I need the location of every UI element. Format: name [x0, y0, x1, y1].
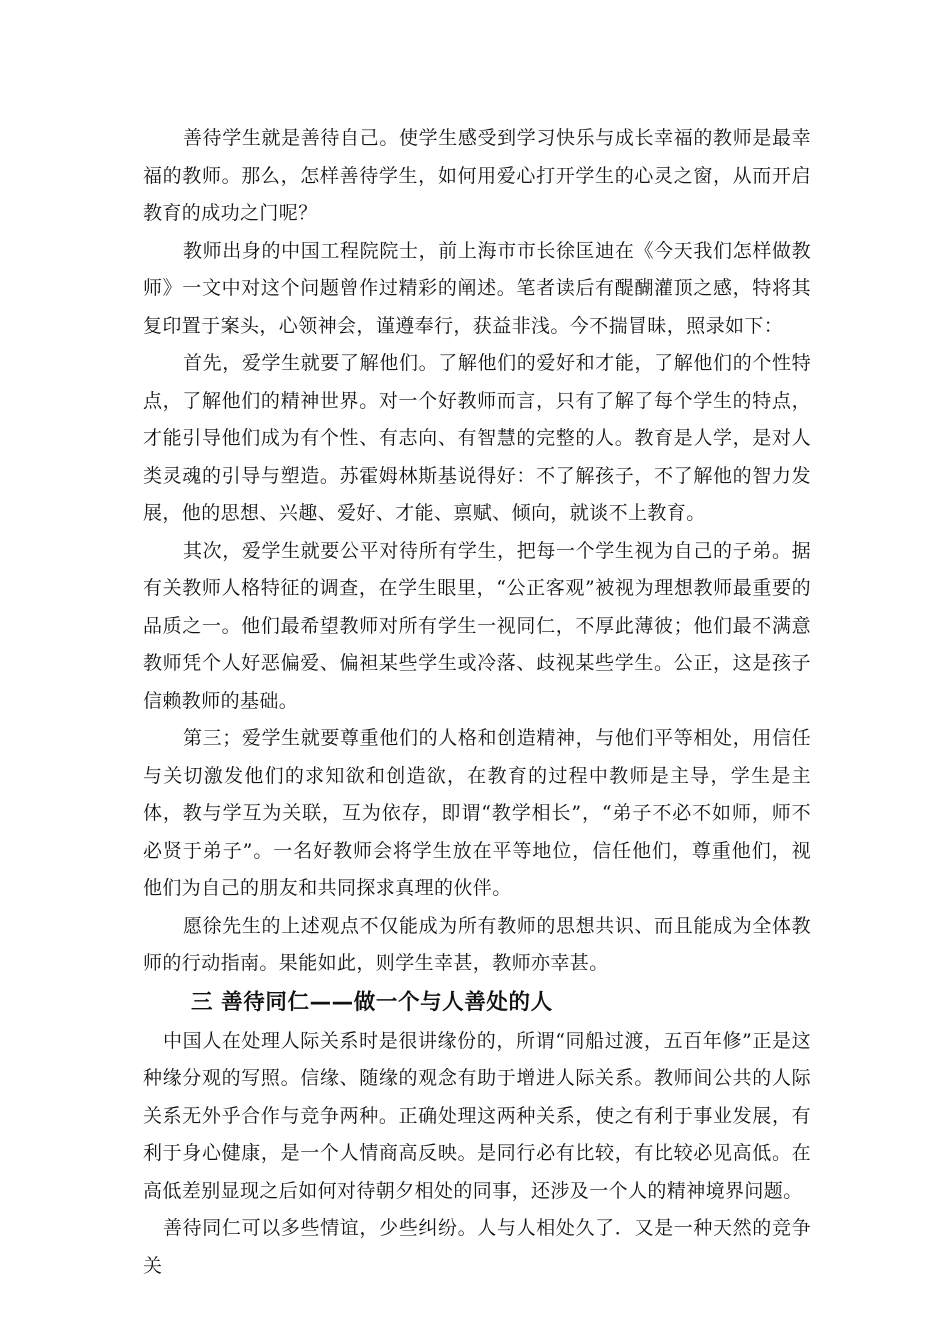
- paragraph-6: 愿徐先生的上述观点不仅能成为所有教师的思想共识、而且能成为全体教师的行动指南。果能如此，则学生幸甚，教师亦幸甚。: [143, 914, 811, 974]
- document-page: [143, 120, 811, 1285]
- paragraph-7: 中国人在处理人际关系时是很讲缘份的，所谓“同船过渡，五百年修”正是这种缘分观的写照。信缘、随缘的观念有助于增进人际关系。教师间公共的人际关系无外乎合作与竞争两种。正确处理这两种关系，使之有利于事业发展，有利于身心健康，是一个人情商高反映。是同行必有比较，有比较必见高低。在高低差别显现之后如何对待朝夕相处的同事，还涉及一个人的精神境界问题。: [143, 1029, 811, 1202]
- section-heading: 三 善待同仁——做一个与人善处的人: [191, 989, 553, 1015]
- paragraph-3: 首先，爱学生就要了解他们。了解他们的爱好和才能，了解他们的个性特点，了解他们的精神世界。对一个好教师而言，只有了解了每个学生的特点，才能引导他们成为有个性、有志向、有智慧的完整的人。教育是人学，是对人类灵魂的引导与塑造。苏霍姆林斯基说得好：不了解孩子，不了解他的智力发展，他的思想、兴趣、爱好、才能、禀赋、倾向，就谈不上教育。: [143, 352, 811, 524]
- paragraph-1: 善待学生就是善待自己。使学生感受到学习快乐与成长幸福的教师是最幸福的教师。那么，怎样善待学生，如何用爱心打开学生的心灵之窗，从而开启教育的成功之门呢？: [143, 127, 811, 224]
- paragraph-4: 其次，爱学生就要公平对待所有学生，把每一个学生视为自己的子弟。据有关教师人格特征的调查，在学生眼里，“公正客观”被视为理想教师最重要的品质之一。他们最希望教师对所有学生一视同仁，不厚此薄彼；他们最不满意教师凭个人好恶偏爱、偏袒某些学生或冷落、歧视某些学生。公正，这是孩子信赖教师的基础。: [143, 539, 811, 712]
- paragraph-2: 教师出身的中国工程院院士，前上海市市长徐匡迪在《今天我们怎样做教师》一文中对这个问题曾作过精彩的阐述。笔者读后有醍醐灌顶之感，特将其复印置于案头，心领神会，谨遵奉行，获益非浅。今不揣冒昧，照录如下：: [143, 239, 811, 337]
- paragraph-5: 第三；爱学生就要尊重他们的人格和创造精神，与他们平等相处，用信任与关切激发他们的求知欲和创造欲，在教育的过程中教师是主导，学生是主体，教与学互为关联，互为依存，即谓“教学相长”，“弟子不必不如师，师不必贤于弟子”。一名好教师会将学生放在平等地位，信任他们，尊重他们，视他们为自己的朋友和共同探求真理的伙伴。: [143, 727, 811, 899]
- paragraph-8: 善待同仁可以多些情谊，少些纠纷。人与人相处久了．又是一种天然的竞争关: [143, 1217, 811, 1277]
